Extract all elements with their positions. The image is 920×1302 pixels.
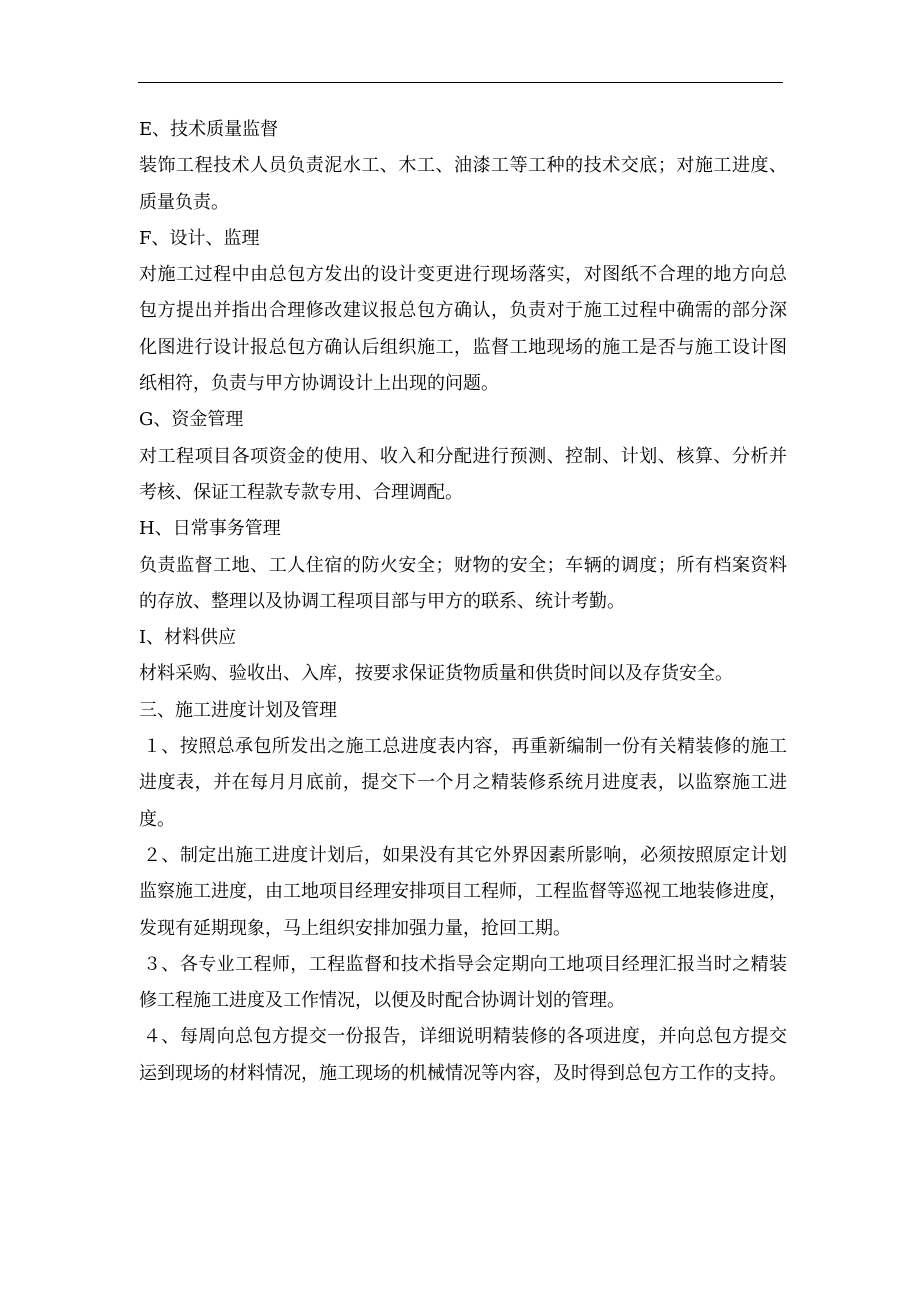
paragraph-line: 质量负责。	[139, 191, 229, 213]
paragraph-line: 的存放、整理以及协调工程项目部与甲方的联系、统计考勤。	[139, 590, 625, 612]
numbered-item-2: ２、制定出施工进度计划后，如果没有其它外界因素所影响，必须按照原定计划	[143, 844, 787, 866]
chapter-heading: 三、施工进度计划及管理	[139, 699, 337, 721]
numbered-item-3: ３、各专业工程师，工程监督和技术指导会定期向工地项目经理汇报当时之精装	[143, 953, 787, 975]
section-heading-i: I、材料供应	[139, 627, 237, 649]
section-heading-f: F、设计、监理	[139, 227, 260, 249]
section-heading-e: E、技术质量监督	[139, 119, 279, 140]
paragraph-line: 对工程项目各项资金的使用、收入和分配进行预测、控制、计划、核算、分析并	[139, 445, 787, 467]
paragraph-line: 监察施工进度，由工地项目经理安排项目工程师，工程监督等巡视工地装修进度，	[139, 881, 787, 903]
numbered-item-4: ４、每周向总包方提交一份报告，详细说明精装修的各项进度，并向总包方提交	[143, 1026, 787, 1048]
header-rule	[138, 82, 783, 83]
paragraph-line: 发现有延期现象，马上组织安排加强力量，抢回工期。	[139, 917, 571, 939]
paragraph-line: 包方提出并指出合理修改建议报总包方确认，负责对于施工过程中确需的部分深	[139, 300, 787, 322]
paragraph-line: 纸相符，负责与甲方协调设计上出现的问题。	[139, 373, 499, 395]
paragraph-line: 运到现场的材料情况，施工现场的机械情况等内容，及时得到总包方工作的支持。	[139, 1062, 787, 1084]
paragraph-line: 进度表，并在每月月底前，提交下一个月之精装修系统月进度表，以监察施工进	[139, 772, 787, 794]
section-heading-g: G、资金管理	[139, 409, 244, 431]
numbered-item-1: １、按照总承包所发出之施工总进度表内容，再重新编制一份有关精装修的施工	[143, 736, 787, 758]
paragraph-line: 负责监督工地、工人住宿的防火安全；财物的安全；车辆的调度；所有档案资料	[139, 554, 787, 576]
section-heading-h: H、日常事务管理	[139, 518, 281, 540]
document-body	[139, 112, 787, 1092]
paragraph-line: 修工程施工进度及工作情况，以便及时配合协调计划的管理。	[139, 990, 625, 1012]
paragraph-line: 度。	[139, 808, 175, 830]
paragraph-line: 材料采购、验收出、入库，按要求保证货物质量和供货时间以及存货安全。	[139, 663, 733, 685]
paragraph-line: 化图进行设计报总包方确认后组织施工，监督工地现场的施工是否与施工设计图	[139, 336, 787, 358]
paragraph-line: 对施工过程中由总包方发出的设计变更进行现场落实，对图纸不合理的地方向总	[139, 264, 787, 286]
paragraph-line: 考核、保证工程款专款专用、合理调配。	[139, 481, 463, 503]
paragraph-line: 装饰工程技术人员负责泥水工、木工、油漆工等工种的技术交底；对施工进度、	[139, 155, 787, 177]
